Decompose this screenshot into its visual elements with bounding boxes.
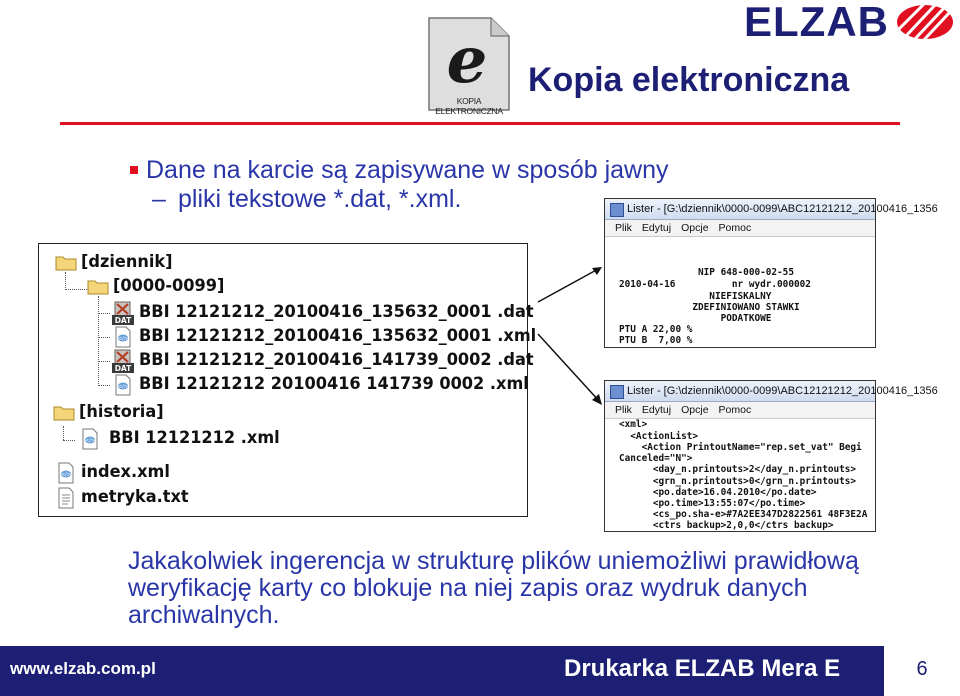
dat-file-icon bbox=[112, 349, 134, 373]
menu-plik[interactable]: Plik bbox=[615, 222, 632, 234]
xml-file-icon bbox=[114, 326, 132, 348]
xml-line: <ActionList> bbox=[619, 431, 699, 442]
bullet-subitem bbox=[152, 184, 461, 214]
xml-line: <day_n.printouts>2</day_n.printouts> bbox=[619, 464, 857, 475]
svg-text:</>: </> bbox=[60, 472, 72, 478]
tree-line bbox=[98, 296, 99, 386]
lister-title: Lister - [G:\dziennik\0000-0099\ABC12121212_20100416_1356 bbox=[627, 203, 938, 215]
menu-opcje[interactable]: Opcje bbox=[681, 404, 709, 416]
lister-window-xml bbox=[604, 380, 938, 532]
app-icon bbox=[610, 203, 624, 217]
lister-window-dat bbox=[604, 198, 938, 348]
tree-line bbox=[63, 440, 75, 441]
file-historia-xml[interactable]: BBI 12121212 .xml bbox=[109, 428, 280, 448]
folder-historia[interactable]: [historia] bbox=[79, 402, 164, 422]
dash-icon: – bbox=[152, 185, 166, 213]
tree-line bbox=[98, 337, 110, 338]
folder-icon bbox=[55, 254, 77, 271]
lister-titlebar bbox=[605, 381, 938, 402]
folder-icon bbox=[87, 278, 109, 295]
xml-file-icon bbox=[81, 428, 99, 450]
xml-line: <grn_n.printouts>0</grn_n.printouts> bbox=[619, 476, 857, 487]
dat-line: 2010-04-16 nr wydr.000002 bbox=[619, 279, 811, 290]
lister-menubar bbox=[605, 220, 875, 237]
dat-line: NIP 648-000-02-55 bbox=[619, 267, 794, 278]
xml-line: <xml> bbox=[619, 419, 648, 430]
bullet-text-2: pliki tekstowe *.dat, *.xml. bbox=[178, 185, 462, 213]
file-tree-panel bbox=[38, 243, 537, 517]
folder-dziennik[interactable]: [dziennik] bbox=[81, 252, 173, 272]
dat-file-icon bbox=[112, 301, 134, 325]
folder-icon bbox=[53, 404, 75, 421]
arrow-line bbox=[538, 268, 600, 302]
arrow-line bbox=[538, 334, 600, 402]
lister-titlebar bbox=[605, 199, 938, 220]
xml-line: Canceled="N"> bbox=[619, 453, 693, 464]
tree-line bbox=[98, 361, 110, 362]
svg-text:</>: </> bbox=[117, 336, 129, 342]
xml-line: <po.date>16.04.2010</po.date> bbox=[619, 487, 817, 498]
file-xml-1[interactable]: BBI 12121212_20100416_135632_0001 .xml bbox=[139, 326, 537, 346]
xml-file-icon bbox=[57, 462, 75, 484]
title-divider bbox=[60, 122, 900, 125]
xml-line: <po.time>13:55:07</po.time> bbox=[619, 498, 806, 509]
xml-line: <cs_po.sha-e>#7A2EE347D2822561 48F3E2A bbox=[619, 509, 868, 520]
svg-text:e: e bbox=[446, 23, 488, 98]
file-xml-2[interactable]: BBI 12121212 20100416 141739 0002 .xml bbox=[139, 374, 529, 394]
arrow-connectors bbox=[534, 262, 608, 410]
brand-swoosh-icon bbox=[894, 2, 956, 42]
dat-line: ZDEFINIOWANO STAWKI bbox=[619, 302, 800, 313]
page-title: Kopia elektroniczna bbox=[528, 61, 850, 99]
tree-line bbox=[65, 289, 87, 290]
brand-logo-text: ELZAB bbox=[744, 0, 889, 45]
xml-line: <ctrs backup>2,0,0</ctrs backup> bbox=[619, 520, 834, 531]
footer-url-link[interactable]: www.elzab.com.pl bbox=[10, 659, 156, 678]
svg-text:</>: </> bbox=[84, 438, 96, 444]
tree-line bbox=[98, 385, 110, 386]
file-index-xml[interactable]: index.xml bbox=[81, 462, 170, 482]
dat-line: PODATKOWE bbox=[619, 313, 772, 324]
body-paragraph: Jakakolwiek ingerencja w strukturę plików uniemożliwi prawidłową weryfikację karty co blokuje na niej zapis oraz wydruk danych archiwalnych. bbox=[128, 547, 859, 629]
menu-plik[interactable]: Plik bbox=[615, 404, 632, 416]
txt-file-icon bbox=[57, 487, 75, 509]
menu-edytuj[interactable]: Edytuj bbox=[641, 404, 672, 416]
tree-line bbox=[63, 426, 64, 440]
bullet-square-icon bbox=[130, 166, 138, 174]
lister-title: Lister - [G:\dziennik\0000-0099\ABC12121212_20100416_1356 bbox=[627, 385, 938, 397]
menu-pomoc[interactable]: Pomoc bbox=[718, 222, 752, 234]
xml-line: <Action PrintoutName="rep.set_vat" Begi bbox=[619, 442, 862, 453]
file-dat-1[interactable]: BBI 12121212_20100416_135632_0001 .dat bbox=[139, 302, 534, 322]
xml-file-icon bbox=[114, 374, 132, 396]
footer-title: Drukarka ELZAB Mera E bbox=[564, 655, 841, 682]
tree-line bbox=[65, 272, 66, 290]
menu-opcje[interactable]: Opcje bbox=[681, 222, 709, 234]
tree-line bbox=[98, 313, 110, 314]
logo-caption: KOPIA ELEKTRONICZNA bbox=[435, 96, 503, 116]
app-icon bbox=[610, 385, 624, 399]
menu-pomoc[interactable]: Pomoc bbox=[718, 404, 752, 416]
file-metryka-txt[interactable]: metryka.txt bbox=[81, 487, 189, 507]
svg-text:</>: </> bbox=[117, 384, 129, 390]
page-number: 6 bbox=[916, 658, 928, 680]
lister-menubar bbox=[605, 402, 875, 419]
dat-line: NIEFISKALNY bbox=[619, 291, 772, 302]
dat-badge: DAT bbox=[114, 316, 132, 325]
folder-0000-0099[interactable]: [0000-0099] bbox=[113, 276, 225, 296]
menu-edytuj[interactable]: Edytuj bbox=[641, 222, 672, 234]
dat-line: PTU A 22,00 % bbox=[619, 324, 693, 335]
bullet-text-1: Dane na karcie są zapisywane w sposób jawny bbox=[146, 156, 669, 184]
dat-line: PTU B 7,00 % bbox=[619, 335, 693, 346]
file-dat-2[interactable]: BBI 12121212_20100416_141739_0002 .dat bbox=[139, 350, 534, 370]
dat-badge: DAT bbox=[114, 364, 132, 373]
